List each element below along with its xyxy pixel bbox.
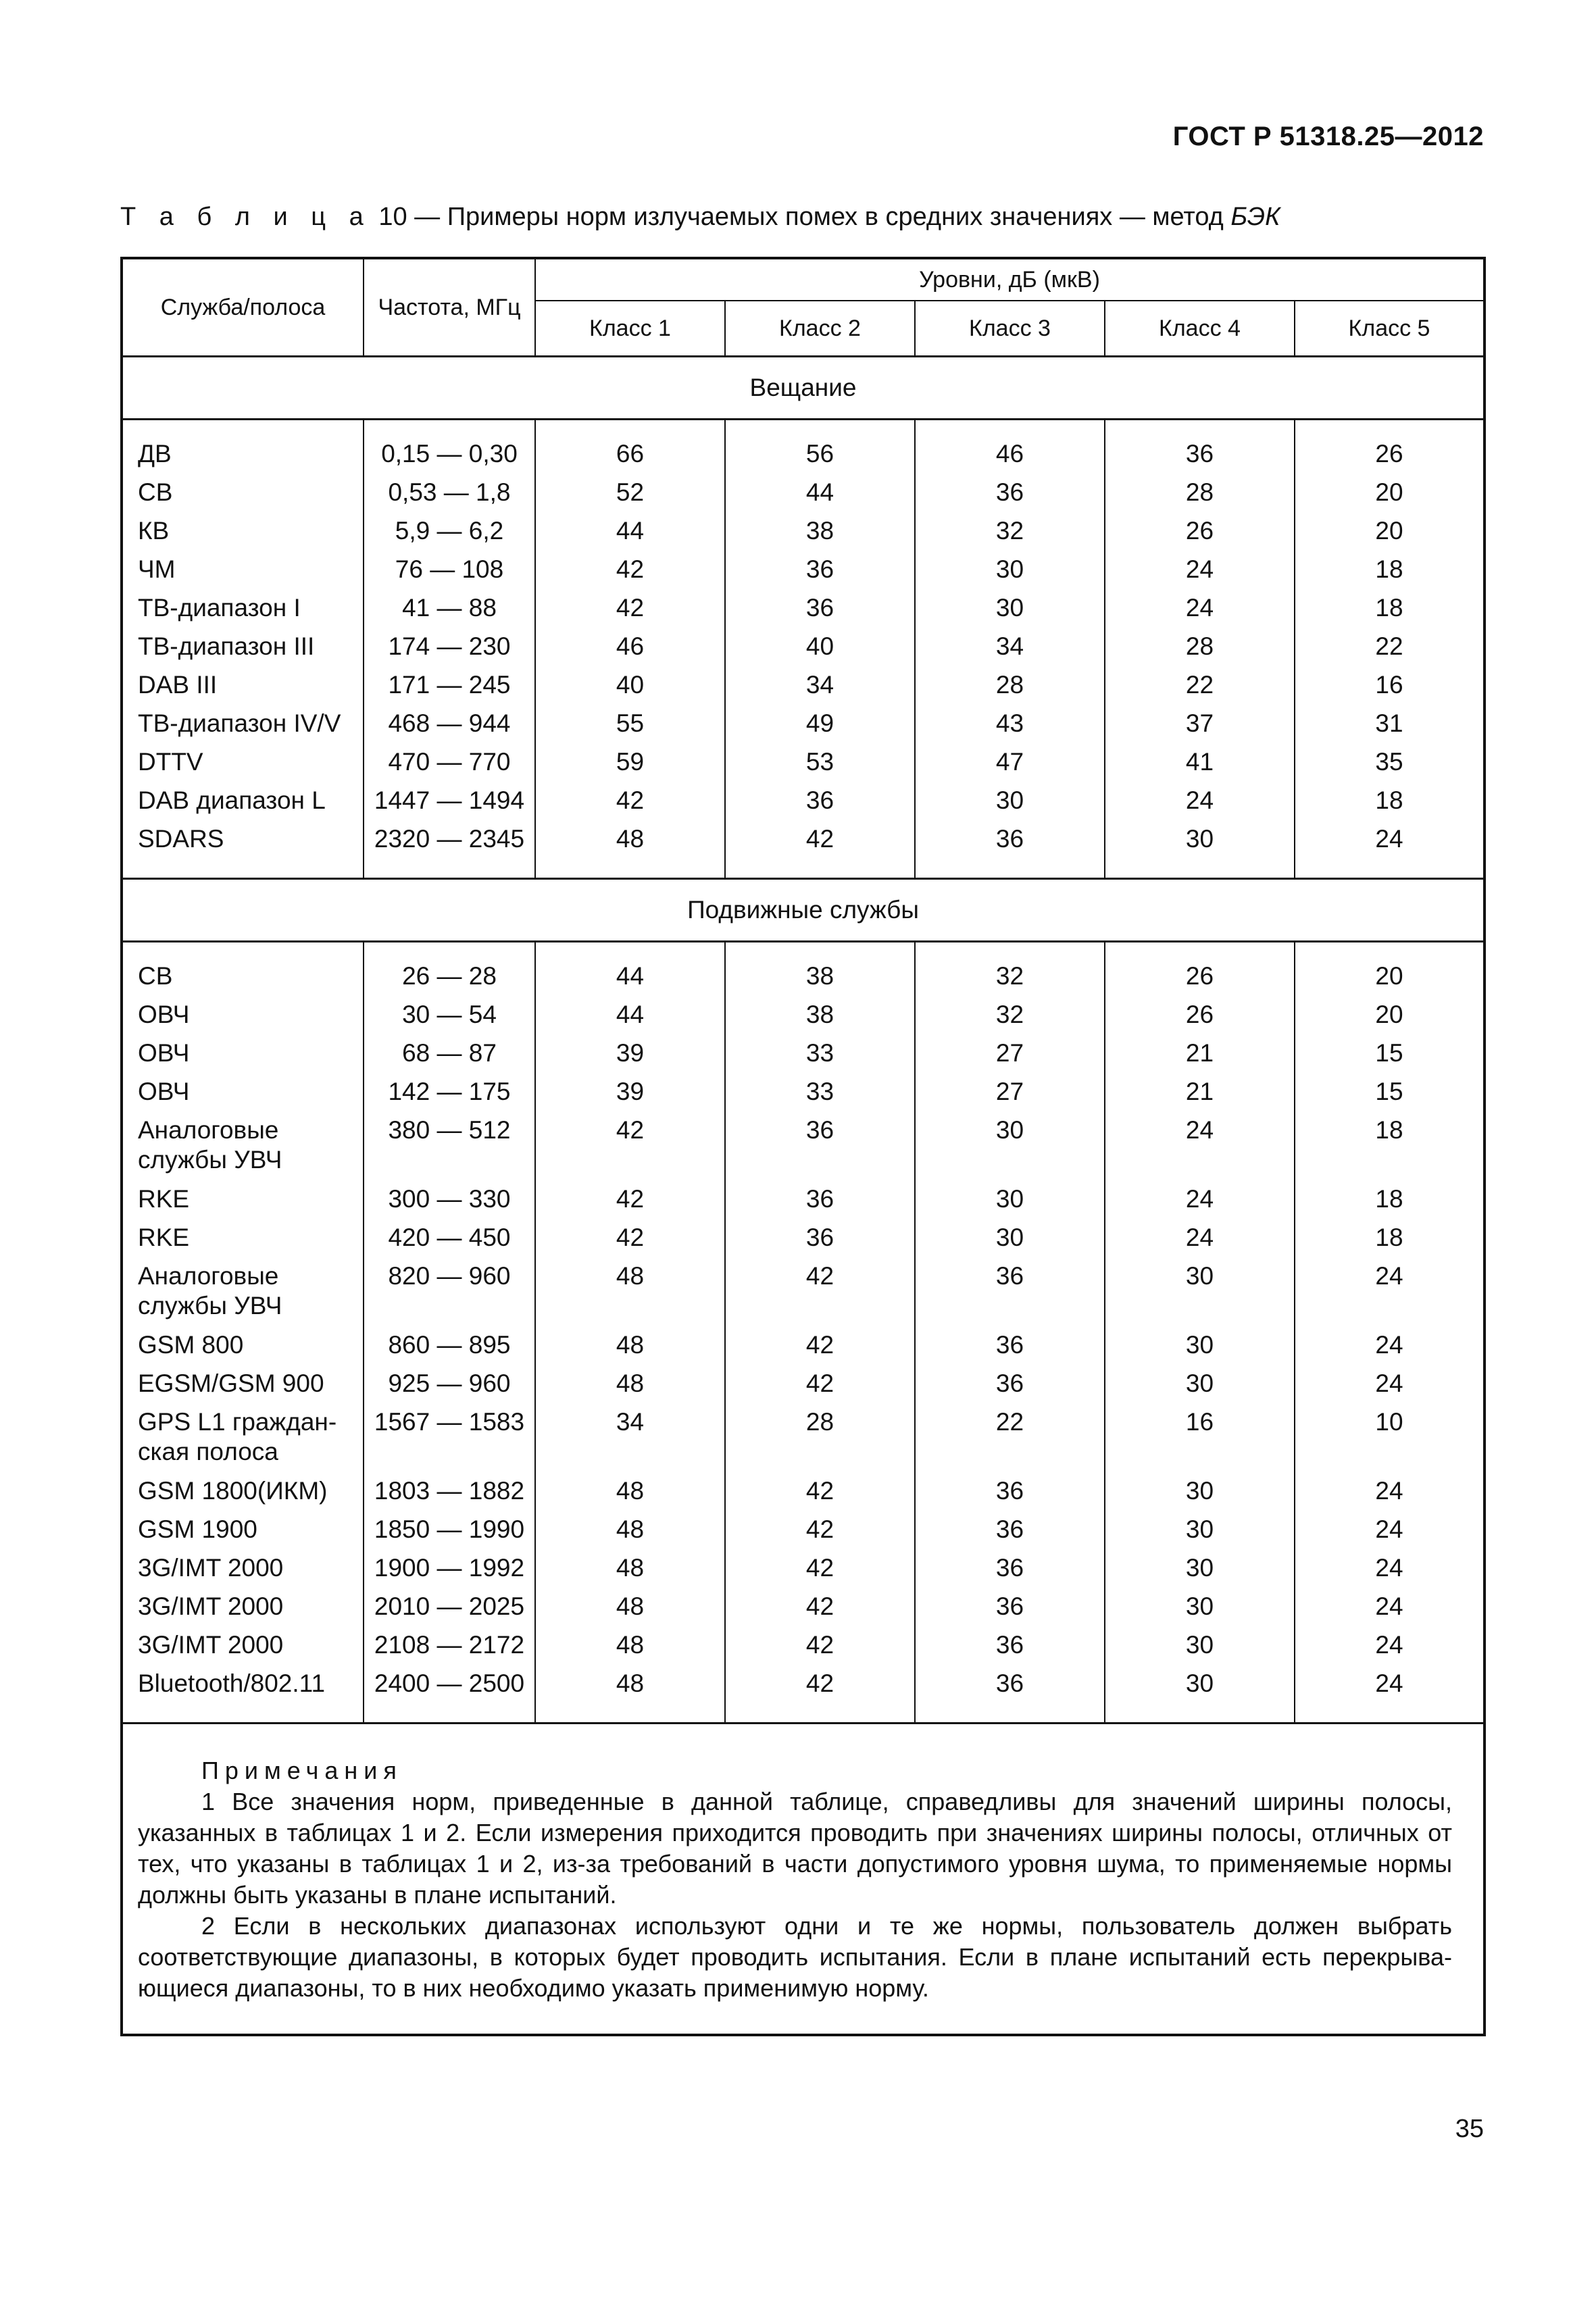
cell-class-5: 18 (1295, 786, 1485, 824)
cell-class-1: 48 (535, 1330, 725, 1369)
cell-class-2: 40 (725, 632, 915, 670)
cell-service: 3G/IMT 2000 (122, 1592, 364, 1630)
table-header (122, 258, 1485, 357)
cell-service: Bluetooth/802.11 (122, 1669, 364, 1724)
cell-class-4: 30 (1105, 824, 1295, 879)
cell-class-2: 36 (725, 1184, 915, 1223)
cell-frequency: 2010 — 2025 (364, 1592, 535, 1630)
cell-class-5: 24 (1295, 1261, 1485, 1330)
cell-frequency: 26 — 28 (364, 942, 535, 1001)
caption-prefix: Т а б л и ц а (120, 203, 372, 231)
cell-class-4: 24 (1105, 593, 1295, 632)
cell-frequency: 68 — 87 (364, 1038, 535, 1077)
table-body (122, 357, 1485, 1724)
cell-class-1: 48 (535, 1669, 725, 1724)
cell-class-4: 28 (1105, 478, 1295, 516)
table-row (122, 1630, 1485, 1669)
cell-class-3: 30 (915, 555, 1105, 593)
cell-class-2: 36 (725, 555, 915, 593)
table-row (122, 1038, 1485, 1077)
cell-class-5: 20 (1295, 1000, 1485, 1038)
cell-class-1: 48 (535, 824, 725, 879)
cell-class-1: 42 (535, 786, 725, 824)
cell-class-5: 24 (1295, 1553, 1485, 1592)
cell-class-3: 30 (915, 1223, 1105, 1261)
cell-class-2: 42 (725, 1369, 915, 1407)
cell-class-2: 36 (725, 1223, 915, 1261)
cell-class-1: 44 (535, 942, 725, 1001)
cell-class-1: 39 (535, 1038, 725, 1077)
cell-class-5: 35 (1295, 747, 1485, 786)
cell-class-1: 40 (535, 670, 725, 709)
cell-class-2: 38 (725, 1000, 915, 1038)
cell-service: СВ (122, 478, 364, 516)
cell-service: 3G/IMT 2000 (122, 1553, 364, 1592)
cell-frequency: 380 — 512 (364, 1115, 535, 1184)
cell-service: GPS L1 граждан-ская полоса (122, 1407, 364, 1476)
cell-frequency: 1900 — 1992 (364, 1553, 535, 1592)
cell-class-1: 66 (535, 420, 725, 478)
table-row (122, 942, 1485, 1001)
table-row (122, 478, 1485, 516)
cell-service: Аналоговые службы УВЧ (122, 1261, 364, 1330)
cell-service: ТВ-диапазон III (122, 632, 364, 670)
cell-class-1: 48 (535, 1476, 725, 1515)
cell-class-1: 42 (535, 555, 725, 593)
cell-class-4: 24 (1105, 1115, 1295, 1184)
cell-class-4: 30 (1105, 1330, 1295, 1369)
table-row (122, 1077, 1485, 1115)
cell-class-5: 24 (1295, 1669, 1485, 1724)
cell-class-4: 30 (1105, 1515, 1295, 1553)
cell-class-4: 36 (1105, 420, 1295, 478)
table-row (122, 420, 1485, 478)
cell-class-1: 42 (535, 593, 725, 632)
cell-class-3: 30 (915, 593, 1105, 632)
cell-class-2: 44 (725, 478, 915, 516)
table-row (122, 516, 1485, 555)
cell-class-3: 36 (915, 478, 1105, 516)
cell-service: EGSM/GSM 900 (122, 1369, 364, 1407)
cell-class-4: 24 (1105, 1223, 1295, 1261)
cell-class-1: 42 (535, 1115, 725, 1184)
cell-class-4: 24 (1105, 555, 1295, 593)
cell-class-4: 16 (1105, 1407, 1295, 1476)
cell-class-2: 53 (725, 747, 915, 786)
cell-service: RKE (122, 1184, 364, 1223)
cell-class-5: 31 (1295, 709, 1485, 747)
cell-class-2: 42 (725, 1515, 915, 1553)
cell-class-3: 36 (915, 1592, 1105, 1630)
cell-class-1: 48 (535, 1515, 725, 1553)
cell-frequency: 142 — 175 (364, 1077, 535, 1115)
cell-class-5: 20 (1295, 516, 1485, 555)
cell-frequency: 5,9 — 6,2 (364, 516, 535, 555)
header-levels: Уровни, дБ (мкВ) (535, 258, 1485, 301)
cell-class-4: 30 (1105, 1369, 1295, 1407)
table-row (122, 593, 1485, 632)
cell-frequency: 1850 — 1990 (364, 1515, 535, 1553)
cell-frequency: 300 — 330 (364, 1184, 535, 1223)
section-title: Вещание (122, 357, 1485, 420)
table-row (122, 1515, 1485, 1553)
cell-frequency: 2320 — 2345 (364, 824, 535, 879)
cell-class-4: 30 (1105, 1261, 1295, 1330)
cell-class-3: 36 (915, 1515, 1105, 1553)
cell-class-5: 24 (1295, 1330, 1485, 1369)
cell-class-5: 15 (1295, 1077, 1485, 1115)
cell-frequency: 171 — 245 (364, 670, 535, 709)
cell-class-3: 43 (915, 709, 1105, 747)
cell-class-5: 24 (1295, 1630, 1485, 1669)
cell-class-4: 24 (1105, 786, 1295, 824)
cell-class-4: 37 (1105, 709, 1295, 747)
cell-class-5: 24 (1295, 824, 1485, 879)
cell-class-2: 42 (725, 1330, 915, 1369)
cell-class-4: 26 (1105, 516, 1295, 555)
cell-class-1: 55 (535, 709, 725, 747)
table-caption (120, 203, 1280, 232)
cell-class-5: 18 (1295, 1223, 1485, 1261)
cell-class-4: 22 (1105, 670, 1295, 709)
cell-class-2: 42 (725, 824, 915, 879)
cell-class-1: 52 (535, 478, 725, 516)
header-frequency: Частота, МГц (364, 258, 535, 357)
cell-class-5: 16 (1295, 670, 1485, 709)
cell-class-2: 33 (725, 1077, 915, 1115)
cell-service: DAB диапазон L (122, 786, 364, 824)
table-row (122, 1369, 1485, 1407)
cell-frequency: 174 — 230 (364, 632, 535, 670)
cell-class-1: 48 (535, 1261, 725, 1330)
cell-class-2: 42 (725, 1553, 915, 1592)
cell-class-1: 34 (535, 1407, 725, 1476)
cell-class-3: 27 (915, 1038, 1105, 1077)
cell-service: ДВ (122, 420, 364, 478)
cell-class-4: 41 (1105, 747, 1295, 786)
cell-service: SDARS (122, 824, 364, 879)
cell-class-2: 36 (725, 786, 915, 824)
cell-class-3: 30 (915, 1184, 1105, 1223)
cell-class-2: 36 (725, 1115, 915, 1184)
table-row (122, 709, 1485, 747)
header-class-2: Класс 2 (725, 301, 915, 357)
cell-frequency: 1803 — 1882 (364, 1476, 535, 1515)
header-service: Служба/полоса (122, 258, 364, 357)
cell-class-2: 42 (725, 1592, 915, 1630)
page-number: 35 (1455, 2115, 1484, 2143)
header-class-1: Класс 1 (535, 301, 725, 357)
cell-class-5: 15 (1295, 1038, 1485, 1077)
cell-class-4: 24 (1105, 1184, 1295, 1223)
cell-service: RKE (122, 1223, 364, 1261)
cell-frequency: 0,53 — 1,8 (364, 478, 535, 516)
cell-class-5: 24 (1295, 1369, 1485, 1407)
cell-frequency: 420 — 450 (364, 1223, 535, 1261)
table-row (122, 1330, 1485, 1369)
cell-class-3: 27 (915, 1077, 1105, 1115)
cell-class-5: 20 (1295, 942, 1485, 1001)
cell-class-1: 48 (535, 1630, 725, 1669)
cell-class-4: 21 (1105, 1077, 1295, 1115)
notes-row (122, 1724, 1485, 2036)
cell-service: Аналоговые службы УВЧ (122, 1115, 364, 1184)
cell-class-3: 36 (915, 1476, 1105, 1515)
header-class-5: Класс 5 (1295, 301, 1485, 357)
cell-class-5: 24 (1295, 1515, 1485, 1553)
cell-class-4: 26 (1105, 942, 1295, 1001)
section-header-row (122, 357, 1485, 420)
cell-class-2: 33 (725, 1038, 915, 1077)
cell-class-3: 32 (915, 1000, 1105, 1038)
cell-service: DAB III (122, 670, 364, 709)
cell-class-2: 49 (725, 709, 915, 747)
cell-class-4: 30 (1105, 1592, 1295, 1630)
cell-class-5: 18 (1295, 555, 1485, 593)
notes-title: Примечания (201, 1757, 403, 1784)
cell-class-3: 36 (915, 1369, 1105, 1407)
cell-frequency: 41 — 88 (364, 593, 535, 632)
cell-service: GSM 800 (122, 1330, 364, 1369)
cell-class-1: 59 (535, 747, 725, 786)
cell-class-3: 36 (915, 1630, 1105, 1669)
cell-class-5: 10 (1295, 1407, 1485, 1476)
cell-class-1: 39 (535, 1077, 725, 1115)
cell-service: GSM 1900 (122, 1515, 364, 1553)
cell-class-3: 36 (915, 1261, 1105, 1330)
table-row (122, 1184, 1485, 1223)
cell-service: КВ (122, 516, 364, 555)
emission-limits-table (120, 257, 1486, 2036)
cell-service: ОВЧ (122, 1000, 364, 1038)
cell-class-2: 42 (725, 1261, 915, 1330)
cell-class-1: 42 (535, 1184, 725, 1223)
cell-class-4: 30 (1105, 1553, 1295, 1592)
note-2: 2 Если в нескольких диапазонах используют одни и те же нормы, пользователь должен выбрать соответствующие диапазоны, в которых будет проводить испытания. Если в плане испытаний есть перекрыва-ющиеся диапазоны, то в них необходимо указать применимую норму. (138, 1912, 1453, 2002)
cell-class-4: 30 (1105, 1630, 1295, 1669)
cell-class-3: 28 (915, 670, 1105, 709)
table-row (122, 747, 1485, 786)
cell-class-4: 21 (1105, 1038, 1295, 1077)
cell-class-1: 44 (535, 516, 725, 555)
cell-class-5: 26 (1295, 420, 1485, 478)
table-row (122, 1476, 1485, 1515)
cell-class-3: 36 (915, 1553, 1105, 1592)
cell-class-5: 22 (1295, 632, 1485, 670)
cell-class-5: 20 (1295, 478, 1485, 516)
table-row (122, 824, 1485, 879)
cell-class-5: 24 (1295, 1592, 1485, 1630)
table-row (122, 1000, 1485, 1038)
table-row (122, 1669, 1485, 1724)
cell-class-2: 38 (725, 942, 915, 1001)
cell-frequency: 30 — 54 (364, 1000, 535, 1038)
cell-class-1: 42 (535, 1223, 725, 1261)
cell-class-2: 28 (725, 1407, 915, 1476)
table-row (122, 1223, 1485, 1261)
cell-class-5: 24 (1295, 1476, 1485, 1515)
cell-class-2: 42 (725, 1669, 915, 1724)
cell-class-1: 48 (535, 1592, 725, 1630)
cell-class-3: 36 (915, 1330, 1105, 1369)
cell-service: DTTV (122, 747, 364, 786)
cell-class-4: 26 (1105, 1000, 1295, 1038)
cell-service: 3G/IMT 2000 (122, 1630, 364, 1669)
table-row (122, 1407, 1485, 1476)
cell-frequency: 820 — 960 (364, 1261, 535, 1330)
cell-service: ОВЧ (122, 1077, 364, 1115)
cell-frequency: 0,15 — 0,30 (364, 420, 535, 478)
cell-frequency: 468 — 944 (364, 709, 535, 747)
section-header-row (122, 879, 1485, 942)
cell-class-3: 32 (915, 516, 1105, 555)
cell-class-3: 47 (915, 747, 1105, 786)
cell-class-2: 38 (725, 516, 915, 555)
cell-class-3: 36 (915, 824, 1105, 879)
cell-class-4: 30 (1105, 1669, 1295, 1724)
cell-class-1: 48 (535, 1553, 725, 1592)
caption-text: 10 — Примеры норм излучаемых помех в средних значениях — метод (371, 203, 1231, 231)
cell-class-4: 30 (1105, 1476, 1295, 1515)
cell-class-2: 34 (725, 670, 915, 709)
cell-class-5: 18 (1295, 1115, 1485, 1184)
standard-code: ГОСТ Р 51318.25—2012 (1172, 122, 1484, 151)
table-row (122, 555, 1485, 593)
cell-class-5: 18 (1295, 1184, 1485, 1223)
table-row (122, 670, 1485, 709)
header-class-3: Класс 3 (915, 301, 1105, 357)
cell-frequency: 2400 — 2500 (364, 1669, 535, 1724)
cell-class-3: 46 (915, 420, 1105, 478)
cell-class-2: 56 (725, 420, 915, 478)
cell-class-4: 28 (1105, 632, 1295, 670)
cell-service: ТВ-диапазон I (122, 593, 364, 632)
cell-class-1: 48 (535, 1369, 725, 1407)
cell-class-3: 30 (915, 1115, 1105, 1184)
cell-frequency: 1567 — 1583 (364, 1407, 535, 1476)
cell-service: СВ (122, 942, 364, 1001)
table-row (122, 632, 1485, 670)
note-1: 1 Все значения норм, приведенные в данной таблице, справедливы для значений ширины полосы, указанных в таблицах 1 и 2. Если измерения приходится проводить при значениях ширины полосы, отличных от тех, что указаны в таблицах 1 и 2, из-за требований в части допустимого уровня шума, то применяемые нормы должны быть указаны в плане испытаний. (138, 1788, 1453, 1909)
cell-class-3: 30 (915, 786, 1105, 824)
cell-class-3: 22 (915, 1407, 1105, 1476)
caption-method: БЭК (1230, 203, 1280, 231)
cell-service: ОВЧ (122, 1038, 364, 1077)
cell-class-2: 42 (725, 1630, 915, 1669)
cell-service: GSM 1800(ИКМ) (122, 1476, 364, 1515)
cell-class-5: 18 (1295, 593, 1485, 632)
cell-frequency: 76 — 108 (364, 555, 535, 593)
cell-frequency: 925 — 960 (364, 1369, 535, 1407)
section-title: Подвижные службы (122, 879, 1485, 942)
cell-class-1: 44 (535, 1000, 725, 1038)
cell-class-2: 36 (725, 593, 915, 632)
cell-frequency: 2108 — 2172 (364, 1630, 535, 1669)
table-row (122, 1553, 1485, 1592)
notes-cell (122, 1724, 1485, 2036)
cell-class-1: 46 (535, 632, 725, 670)
table-row (122, 1261, 1485, 1330)
cell-service: ТВ-диапазон IV/V (122, 709, 364, 747)
cell-class-3: 32 (915, 942, 1105, 1001)
table-row (122, 1592, 1485, 1630)
cell-class-3: 34 (915, 632, 1105, 670)
cell-class-3: 36 (915, 1669, 1105, 1724)
cell-frequency: 470 — 770 (364, 747, 535, 786)
cell-class-2: 42 (725, 1476, 915, 1515)
table-row (122, 786, 1485, 824)
cell-service: ЧМ (122, 555, 364, 593)
table-row (122, 1115, 1485, 1184)
cell-frequency: 860 — 895 (364, 1330, 535, 1369)
cell-frequency: 1447 — 1494 (364, 786, 535, 824)
header-class-4: Класс 4 (1105, 301, 1295, 357)
